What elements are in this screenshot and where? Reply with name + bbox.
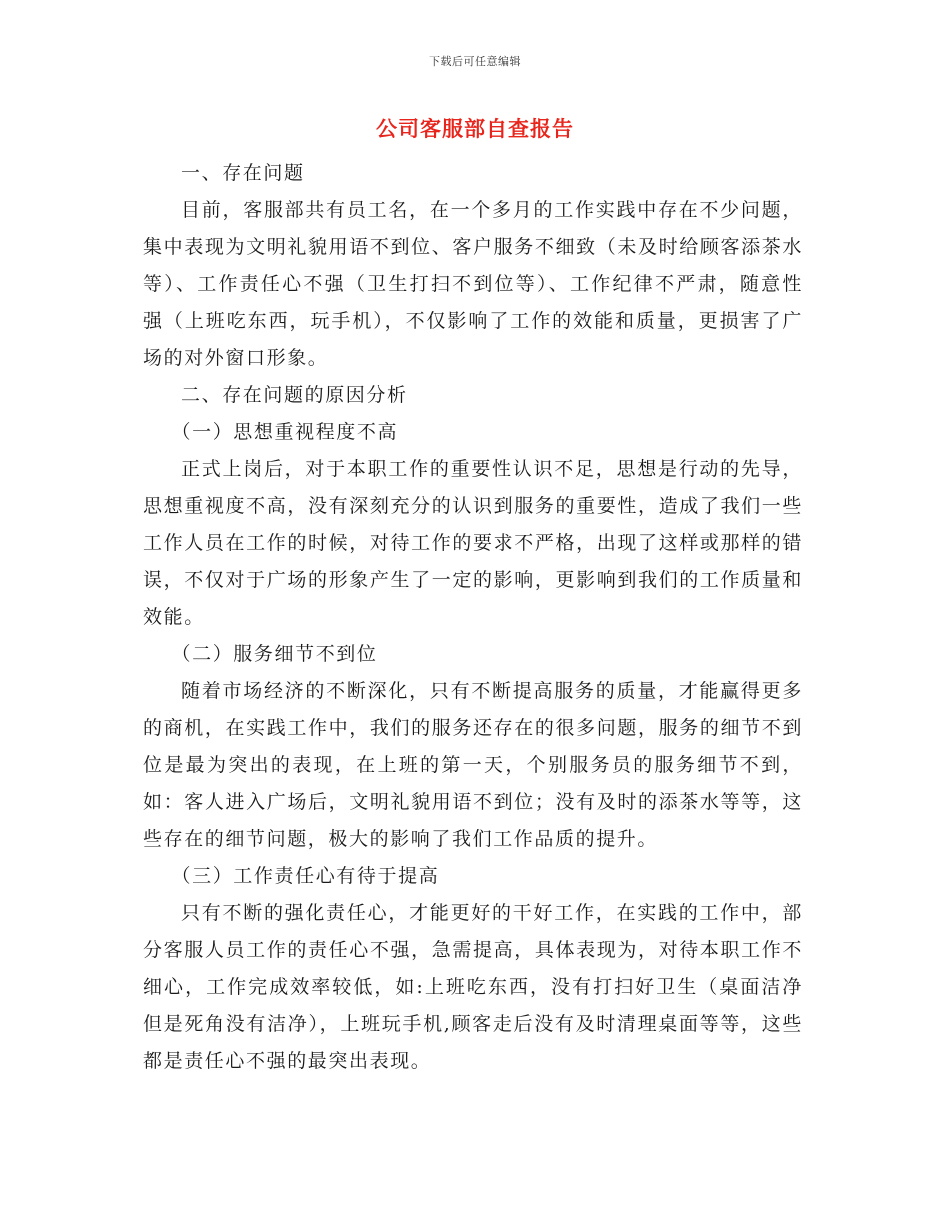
subheading-3: （三）工作责任心有待于提高 [171,865,440,887]
paragraph-2: 正式上岗后，对于本职工作的重要性认识不足，思想是行动的先导，思想重视度不高，没有深刻充分的认识到服务的重要性，造成了我们一些工作人员在工作的时候，对待工作的要求不严格，出现了这样或那样的错误，不仅对于广场的形象产生了一定的影响，更影响到我们的工作质量和效能。 [143,458,803,628]
paragraph-3: 随着市场经济的不断深化，只有不断提高服务的质量，才能赢得更多的商机，在实践工作中，我们的服务还存在的很多问题，服务的细节不到位是最为突出的表现，在上班的第一天，个别服务员的服务细节不到，如：客人进入广场后，文明礼貌用语不到位；没有及时的添茶水等等，这些存在的细节问题，极大的影响了我们工作品质的提升。 [143,680,803,850]
document-title: 公司客服部自查报告 [376,116,574,141]
subheading-2: （二）服务细节不到位 [171,643,378,665]
paragraph-1: 目前，客服部共有员工名，在一个多月的工作实践中存在不少问题，集中表现为文明礼貌用语不到位、客户服务不细致（未及时给顾客添茶水等）、工作责任心不强（卫生打扫不到位等）、工作纪律不严肃，随意性强（上班吃东西，玩手机），不仅影响了工作的效能和质量，更损害了广场的对外窗口形象。 [143,199,803,369]
document-body [143,155,803,1080]
section-heading-2: 二、存在问题的原因分析 [181,384,408,406]
section-heading-1: 一、存在问题 [181,162,305,184]
paragraph-4: 只有不断的强化责任心，才能更好的干好工作，在实践的工作中，部分客服人员工作的责任心不强，急需提高，具体表现为，对待本职工作不细心，工作完成效率较低，如:上班吃东西，没有打扫好卫生（桌面洁净但是死角没有洁净），上班玩手机,顾客走后没有及时清理桌面等等，这些都是责任心不强的最突出表现。 [143,902,803,1072]
subheading-1: （一）思想重视程度不高 [171,421,399,443]
page-header-note: 下载后可任意编辑 [429,55,521,68]
